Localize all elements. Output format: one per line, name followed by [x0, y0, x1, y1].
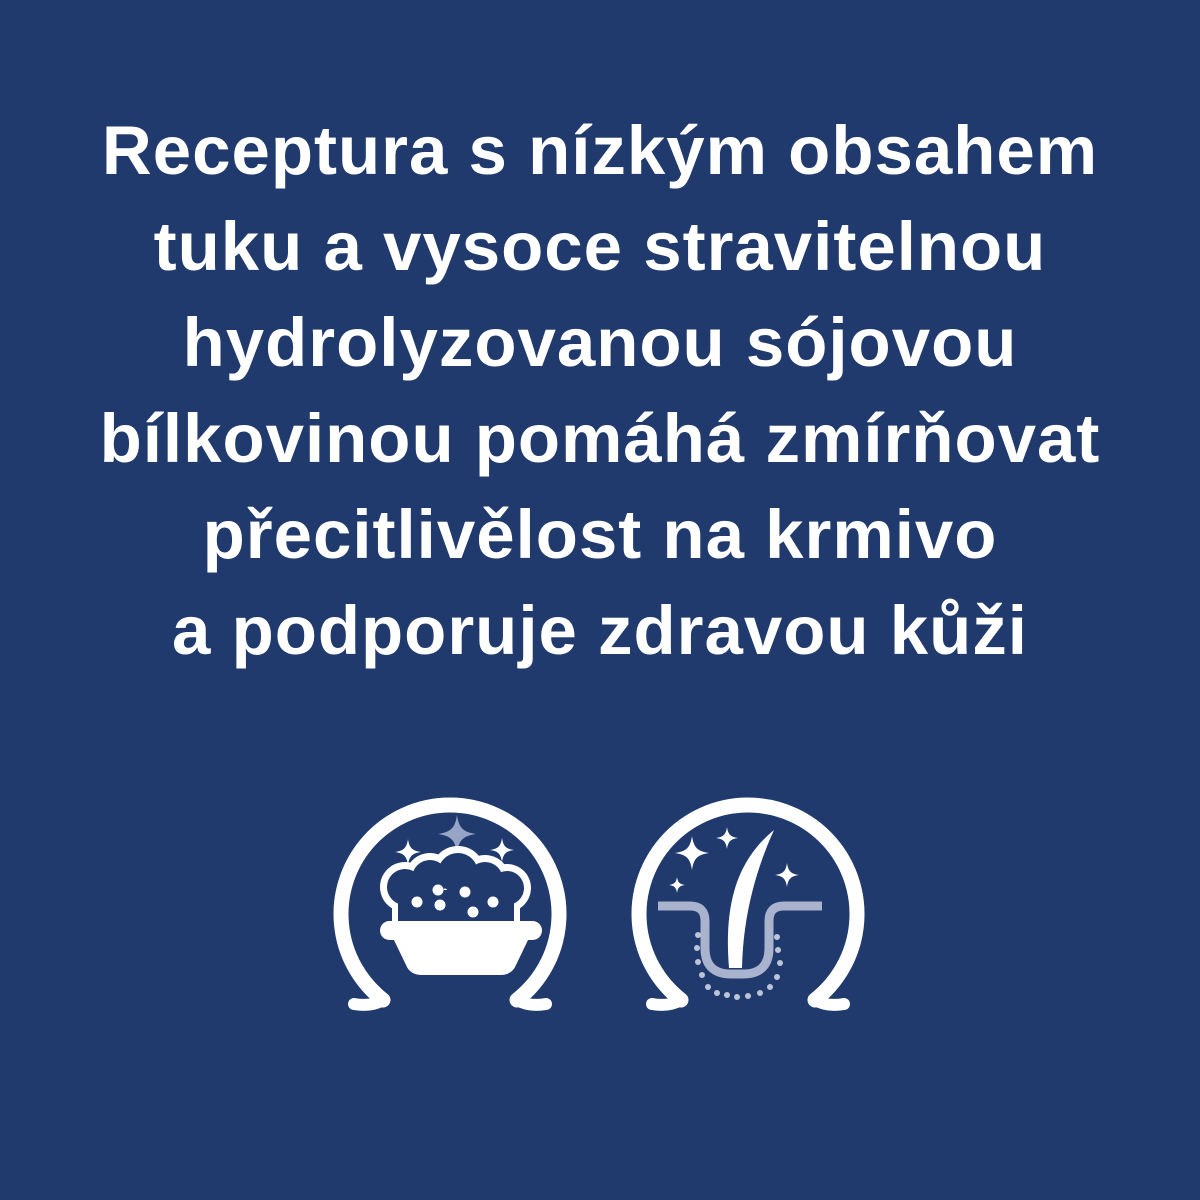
sparkle-icon-upper	[716, 827, 738, 849]
bowl-rim	[380, 921, 542, 940]
ring-tail-left	[652, 1000, 681, 1005]
sparkling-food-bowl-icon	[330, 790, 570, 1030]
headline-line-5: přecitlivělost na krmivo	[202, 496, 998, 573]
sparkle-icon-large	[675, 836, 709, 870]
headline-line-3: hydrolyzovanou sójovou	[182, 304, 1018, 381]
skin-hair-follicle-icon	[628, 790, 868, 1030]
headline-line-4: bílkovinou pomáhá zmírňovat	[99, 400, 1101, 477]
headline-line-6: a podporuje zdravou kůži	[172, 592, 1028, 669]
headline-line-1: Receptura s nízkým obsahem	[101, 112, 1099, 189]
bowl	[380, 921, 542, 975]
bowl-body	[393, 938, 529, 975]
sparkle-icon-small	[669, 877, 685, 893]
headline	[0, 103, 1200, 679]
headline-line-2: tuku a vysoce stravitelnou	[153, 208, 1047, 285]
sparkle-icon-right	[775, 863, 799, 887]
ring-tail-right	[815, 1000, 844, 1005]
ring-tail-right	[517, 1000, 546, 1005]
ring-tail-left	[354, 1000, 383, 1005]
